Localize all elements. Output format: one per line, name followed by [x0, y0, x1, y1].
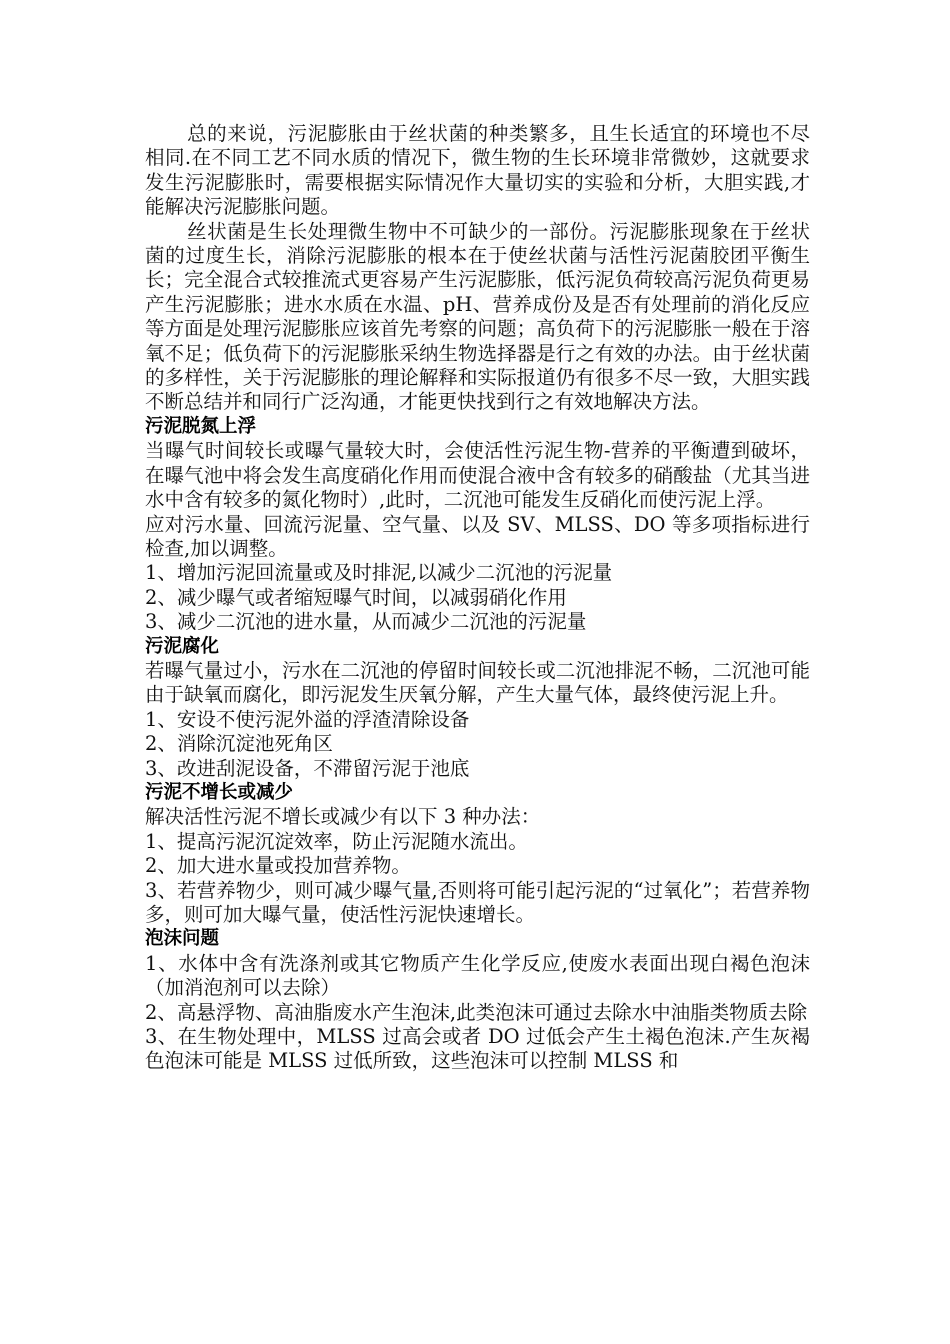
section-1-paragraph-2: 应对污水量、回流污泥量、空气量、以及 SV、MLSS、DO 等多项指标进行检查,加以调整。: [145, 512, 810, 560]
section-2-list-item-1: 1、安设不使污泥外溢的浮渣清除设备: [145, 707, 470, 731]
section-1-paragraph-1: 当曝气时间较长或曝气量较大时，会使活性污泥生物-营养的平衡遭到破坏，在曝气池中将会发生高度硝化作用而使混合液中含有较多的硝酸盐（尤其当进水中含有较多的氮化物时）,此时，二沉池可能发生反硝化而使污泥上浮。: [145, 439, 810, 512]
section-1-list-item-3: 3、减少二沉池的进水量，从而减少二沉池的污泥量: [145, 610, 587, 634]
document-page: [145, 122, 810, 1074]
section-4-list-item-3: 3、在生物处理中，MLSS 过高会或者 DO 过低会产生土褐色泡沫.产生灰褐色泡沫可能是 MLSS 过低所致，这些泡沫可以控制 MLSS 和: [145, 1025, 810, 1073]
section-4-list-item-1: 1、水体中含有洗涤剂或其它物质产生化学反应,使废水表面出现白褐色泡沫（加消泡剂可以去除）: [145, 951, 810, 1000]
section-heading-sludge-not-growing: 污泥不增长或减少: [145, 781, 294, 803]
section-2-paragraph-1: 若曝气量过小，污水在二沉池的停留时间较长或二沉池排泥不畅，二沉池可能由于缺氧而腐化，即污泥发生厌氧分解，产生大量气体，最终使污泥上升。: [145, 658, 810, 707]
section-3-list-item-1: 1、提高污泥沉淀效率，防止污泥随水流出。: [145, 829, 528, 853]
section-heading-sludge-putrefaction: 污泥腐化: [145, 635, 220, 657]
section-2-list-item-3: 3、改进刮泥设备，不滞留污泥于池底: [145, 756, 470, 780]
section-1-list-item-1: 1、增加污泥回流量或及时排泥,以减少二沉池的污泥量: [145, 561, 613, 585]
section-4-list-item-2: 2、高悬浮物、高油脂废水产生泡沫,此类泡沫可通过去除水中油脂类物质去除: [145, 1000, 808, 1024]
section-3-list-item-3: 3、若营养物少，则可减少曝气量,否则将可能引起污泥的“过氧化”；若营养物多，则可加大曝气量，使活性污泥快速增长。: [145, 878, 810, 926]
section-heading-denitrification-float: 污泥脱氮上浮: [145, 415, 257, 437]
intro-paragraph-1: 总的来说，污泥膨胀由于丝状菌的种类繁多，且生长适宜的环境也不尽相同.在不同工艺不同水质的情况下，微生物的生长环境非常微妙，这就要求发生污泥膨胀时，需要根据实际情况作大量切实的实验和分析，大胆实践,才能解决污泥膨胀问题。: [145, 122, 810, 219]
section-heading-foam-problem: 泡沫问题: [145, 928, 220, 950]
section-3-list-item-2: 2、加大进水量或投加营养物。: [145, 854, 411, 878]
section-1-list-item-2: 2、减少曝气或者缩短曝气时间，以减弱硝化作用: [145, 585, 567, 609]
section-3-paragraph-1: 解决活性污泥不增长或减少有以下 3 种办法：: [145, 805, 541, 829]
section-2-list-item-2: 2、消除沉淀池死角区: [145, 732, 333, 756]
intro-paragraph-2: 丝状菌是生长处理微生物中不可缺少的一部份。污泥膨胀现象在于丝状菌的过度生长，消除污泥膨胀的根本在于使丝状菌与活性污泥菌胶团平衡生长；完全混合式较推流式更容易产生污泥膨胀，低污泥负荷较高污泥负荷更易产生污泥膨胀；进水水质在水温、pH、营养成份及是否有处理前的消化反应等方面是处理污泥膨胀应该首先考察的问题；高负荷下的污泥膨胀一般在于溶氧不足；低负荷下的污泥膨胀采纳生物选择器是行之有效的办法。由于丝状菌的多样性，关于污泥膨胀的理论解释和实际报道仍有很多不尽一致，大胆实践不断总结并和同行广泛沟通，才能更快找到行之有效地解决方法。: [145, 219, 810, 414]
